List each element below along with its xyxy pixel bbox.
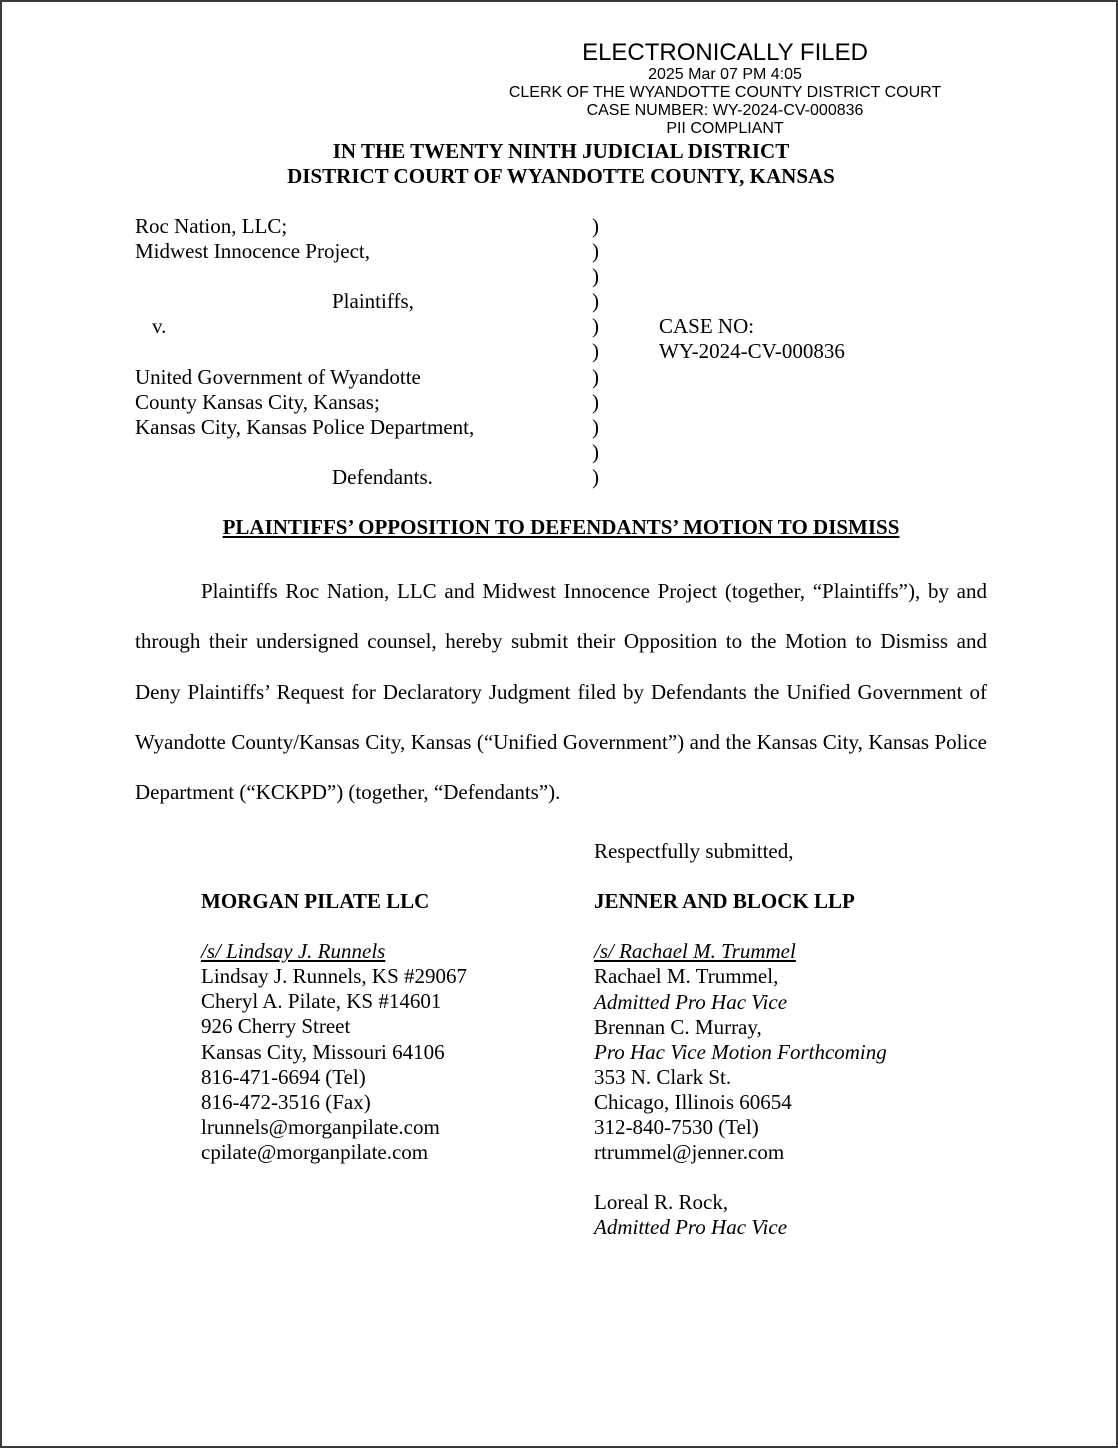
closing: Respectfully submitted, <box>594 839 794 863</box>
right-attorney-1-status: Admitted Pro Hac Vice <box>594 989 788 1014</box>
paren: ) <box>592 264 599 289</box>
left-line: Cheryl A. Pilate, KS #14601 <box>201 989 442 1014</box>
right-attorney-3-status: Admitted Pro Hac Vice <box>594 1215 788 1240</box>
case-caption-parties <box>135 214 585 490</box>
right-attorney-2-status: Pro Hac Vice Motion Forthcoming <box>594 1039 887 1064</box>
paren: ) <box>592 464 599 489</box>
defendants-label: Defendants. <box>332 464 433 489</box>
left-line: cpilate@morganpilate.com <box>201 1139 429 1164</box>
left-line: Kansas City, Missouri 64106 <box>201 1039 445 1064</box>
right-address-2: Chicago, Illinois 60654 <box>594 1089 792 1114</box>
right-phone: 312-840-7530 (Tel) <box>594 1115 759 1140</box>
right-firm-name: JENNER AND BLOCK LLP <box>594 889 855 914</box>
paren: ) <box>592 214 599 238</box>
paren: ) <box>592 414 599 439</box>
blank-row <box>135 339 585 364</box>
right-attorney-3: Loreal R. Rock, <box>594 1190 729 1215</box>
left-line: 816-471-6694 (Tel) <box>201 1064 366 1089</box>
paren: ) <box>592 239 599 264</box>
left-line: 926 Cherry Street <box>201 1014 351 1039</box>
court-line-1: IN THE TWENTY NINTH JUDICIAL DISTRICT <box>332 139 790 163</box>
paren: ) <box>592 289 599 314</box>
stamp-datetime: 2025 Mar 07 PM 4:05 <box>648 66 802 83</box>
body-paragraph: Plaintiffs Roc Nation, LLC and Midwest Innocence Project (together, “Plaintiffs”), by and through their undersigned counsel, hereby submit their Opposition to the Motion to Dismiss and Deny Plaintiffs’ Request for Declaratory Judgment filed by Defendants the Unified Government of Wyandotte County/Kansas City, Kansas (“Unified Government”) and the Kansas City, Kansas Police Department (“KCKPD”) (together, “Defendants”). <box>135 579 987 805</box>
stamp-pii: PII COMPLIANT <box>666 120 784 137</box>
blank-row <box>135 440 585 465</box>
case-no-label: CASE NO: <box>659 314 755 338</box>
document-title: PLAINTIFFS’ OPPOSITION TO DEFENDANTS’ MOTION TO DISMISS <box>222 515 900 539</box>
spacer <box>201 914 581 939</box>
left-line: 816-472-3516 (Fax) <box>201 1089 371 1114</box>
signature-block-right <box>594 839 1014 1241</box>
left-firm-name: MORGAN PILATE LLC <box>201 889 430 913</box>
stamp-clerk: CLERK OF THE WYANDOTTE COUNTY DISTRICT COURT <box>508 84 942 101</box>
stamp-title: ELECTRONICALLY FILED <box>582 39 868 66</box>
spacer <box>594 1165 1014 1190</box>
spacer <box>594 914 1014 939</box>
left-line: Lindsay J. Runnels, KS #29067 <box>201 964 468 989</box>
defendant-1: United Government of Wyandotte <box>135 364 421 389</box>
paren: ) <box>592 389 599 414</box>
left-line: lrunnels@morganpilate.com <box>201 1114 440 1139</box>
paren: ) <box>592 364 599 389</box>
paren: ) <box>592 314 599 339</box>
signature-block-left <box>201 889 581 1165</box>
caption-paren-column <box>592 214 599 490</box>
left-signature: /s/ Lindsay J. Runnels <box>201 939 386 964</box>
right-signature: /s/ Rachael M. Trummel <box>594 939 796 964</box>
case-no-value: WY-2024-CV-000836 <box>659 339 845 364</box>
defendant-3: Kansas City, Kansas Police Department, <box>135 414 475 439</box>
case-number-block <box>659 314 845 364</box>
versus: v. <box>152 314 167 339</box>
paren: ) <box>592 439 599 464</box>
right-attorney-1: Rachael M. Trummel, <box>594 964 779 989</box>
defendant-2: County Kansas City, Kansas; <box>135 389 380 414</box>
spacer <box>594 864 1014 889</box>
stamp-case-number: CASE NUMBER: WY-2024-CV-000836 <box>586 102 864 119</box>
right-address-1: 353 N. Clark St. <box>594 1064 732 1089</box>
plaintiffs-label: Plaintiffs, <box>332 289 414 314</box>
court-heading <box>2 139 1118 189</box>
right-attorney-2: Brennan C. Murray, <box>594 1014 762 1039</box>
plaintiff-2: Midwest Innocence Project, <box>135 239 371 264</box>
paren: ) <box>592 339 599 364</box>
blank-row <box>135 264 585 289</box>
filing-stamp <box>472 40 978 138</box>
court-line-2: DISTRICT COURT OF WYANDOTTE COUNTY, KANSAS <box>287 164 835 188</box>
plaintiff-1: Roc Nation, LLC; <box>135 214 288 238</box>
right-email: rtrummel@jenner.com <box>594 1140 785 1165</box>
